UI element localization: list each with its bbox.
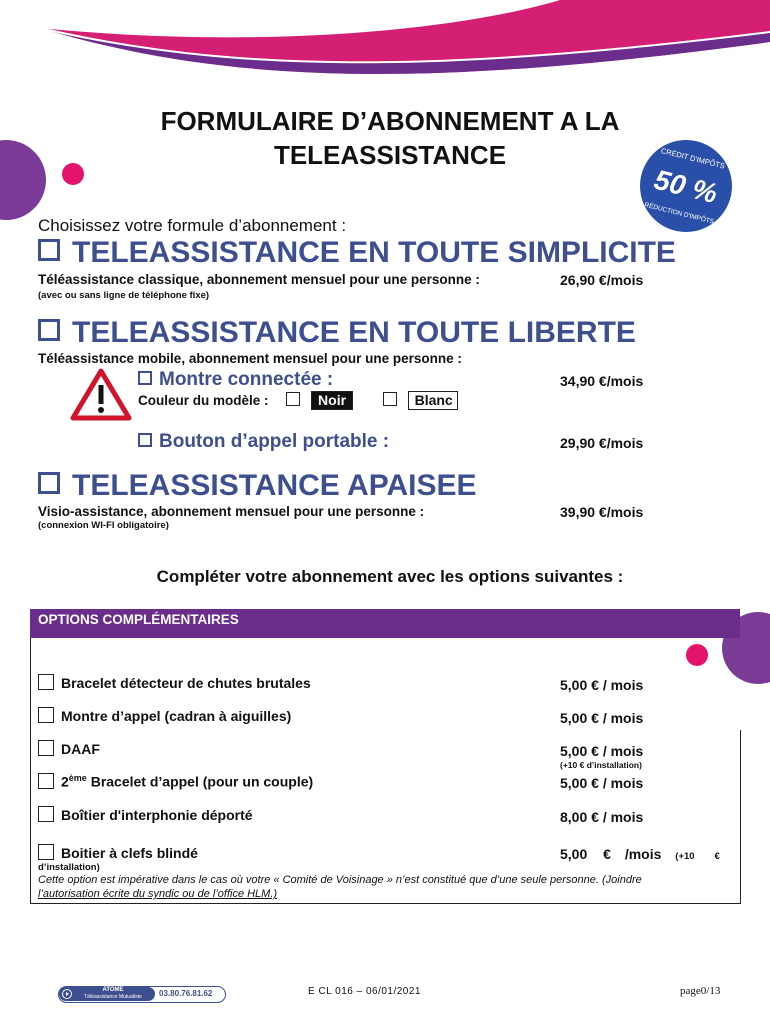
logo-subtitle: Téléassistance Mutualiste	[84, 994, 142, 1000]
option-row[interactable]	[38, 773, 313, 791]
option-label: Boitier à clefs blindé	[61, 845, 198, 861]
color-label: Couleur du modèle :	[138, 393, 269, 408]
key-box-price	[560, 846, 738, 862]
key-box-price-currency: €	[603, 846, 611, 862]
options-header-label: OPTIONS COMPLÉMENTAIRES	[38, 612, 239, 627]
options-frame-left	[30, 638, 31, 904]
footer-phone: 03.80.76.81.62	[159, 989, 213, 998]
key-box-price-value: 5,00	[560, 846, 588, 862]
apaisee-price: 39,90 €/mois	[560, 504, 644, 520]
badge-top-text: CRÉDIT D'IMPÔTS	[660, 146, 726, 171]
simplicite-price: 26,90 €/mois	[560, 272, 644, 288]
watch-checkbox[interactable]	[138, 371, 152, 385]
key-box-install-currency: €	[714, 851, 720, 862]
watch-option[interactable]	[138, 369, 333, 391]
key-box-install-amount: (+10	[675, 851, 695, 862]
option-checkbox[interactable]	[38, 773, 54, 789]
color-row	[138, 391, 458, 410]
title-line-2: TELEASSISTANCE	[273, 140, 507, 170]
option-price: 5,00 € / mois	[560, 775, 644, 791]
section-apaisee-heading[interactable]	[38, 469, 477, 503]
option-checkbox[interactable]	[38, 844, 54, 860]
badge-bottom-text: RÉDUCTION D'IMPÔTS	[643, 201, 715, 226]
black-color-checkbox[interactable]	[286, 392, 300, 406]
section-simplicite-heading[interactable]	[38, 236, 676, 270]
call-button-label: Bouton d’appel portable :	[159, 431, 390, 452]
header-swoosh	[0, 0, 770, 90]
apaisee-note: (connexion WI-FI obligatoire)	[38, 520, 169, 531]
key-box-condition-line-1: Cette option est impérative dans le cas où votre « Comité de Voisinage » n’est constitué que d’une seule personne. (Joindre	[38, 874, 642, 886]
option-label: DAAF	[61, 741, 100, 757]
key-box-condition-line-2: l’autorisation écrite du syndic ou de l’office HLM.)	[38, 888, 278, 900]
option-installation-note: (+10 € d’installation)	[560, 760, 642, 770]
option-price: 5,00 € / mois	[560, 677, 644, 693]
complete-heading: Compléter votre abonnement avec les options suivantes :	[156, 567, 624, 586]
watch-price: 34,90 €/mois	[560, 373, 644, 389]
apaisee-heading-text: TELEASSISTANCE APAISEE	[72, 469, 477, 502]
badge-main-text: 50 %	[651, 163, 721, 210]
call-button-price: 29,90 €/mois	[560, 435, 644, 451]
option-checkbox[interactable]	[38, 674, 54, 690]
document-reference: E CL 016 – 06/01/2021	[308, 986, 421, 997]
watch-label: Montre connectée :	[159, 369, 334, 390]
simplicite-note: (avec ou sans ligne de téléphone fixe)	[38, 290, 210, 301]
option-checkbox[interactable]	[38, 707, 54, 723]
tax-credit-badge	[636, 136, 736, 236]
option-checkbox[interactable]	[38, 806, 54, 822]
key-box-price-unit: /mois	[624, 846, 662, 862]
page-number: page0/13	[680, 985, 721, 997]
option-row[interactable]	[38, 741, 100, 758]
option-label: Bracelet d’appel (pour un couple)	[86, 773, 314, 790]
key-box-condition	[38, 873, 738, 901]
options-header	[30, 609, 740, 638]
simplicite-checkbox[interactable]	[38, 239, 60, 261]
option-row[interactable]	[38, 807, 253, 824]
play-icon	[62, 989, 72, 999]
section-liberte-heading[interactable]	[38, 316, 636, 350]
option-checkbox[interactable]	[38, 740, 54, 756]
option-label: Montre d’appel (cadran à aiguilles)	[61, 708, 292, 724]
option-price: 5,00 € / mois	[560, 710, 644, 726]
call-button-checkbox[interactable]	[138, 433, 152, 447]
white-color-option: Blanc	[408, 391, 458, 410]
apaisee-description: Visio-assistance, abonnement mensuel pour une personne :	[38, 504, 425, 519]
options-frame-bottom	[30, 903, 741, 904]
footer-logo	[58, 986, 226, 1003]
option-row[interactable]	[38, 675, 311, 692]
simplicite-description: Téléassistance classique, abonnement mensuel pour une personne :	[38, 272, 480, 287]
liberte-heading-text: TELEASSISTANCE EN TOUTE LIBERTE	[72, 316, 636, 349]
simplicite-heading-text: TELEASSISTANCE EN TOUTE SIMPLICITE	[72, 236, 676, 269]
white-color-checkbox[interactable]	[383, 392, 397, 406]
option-label-superscript: ème	[68, 773, 87, 783]
liberte-description: Téléassistance mobile, abonnement mensuel pour une personne :	[38, 351, 462, 366]
option-price: 5,00 € / mois	[560, 743, 644, 759]
option-label: Bracelet détecteur de chutes brutales	[61, 675, 311, 691]
call-button-option[interactable]	[138, 431, 389, 453]
title-line-1: FORMULAIRE D’ABONNEMENT A LA	[160, 106, 620, 136]
option-row[interactable]	[38, 708, 291, 725]
liberte-checkbox[interactable]	[38, 319, 60, 341]
warning-icon	[70, 368, 132, 422]
option-row[interactable]	[38, 845, 198, 862]
option-label-prefix: 2	[61, 773, 69, 790]
options-frame-right	[740, 730, 741, 904]
logo-name: ATOME	[102, 987, 124, 993]
intro-text: Choisissez votre formule d’abonnement :	[38, 216, 347, 235]
option-price: 8,00 € / mois	[560, 809, 644, 825]
black-color-option: Noir	[311, 391, 353, 410]
key-box-install-note: d’installation)	[38, 862, 100, 873]
option-label: Boîtier d'interphonie déporté	[61, 807, 253, 823]
apaisee-checkbox[interactable]	[38, 472, 60, 494]
